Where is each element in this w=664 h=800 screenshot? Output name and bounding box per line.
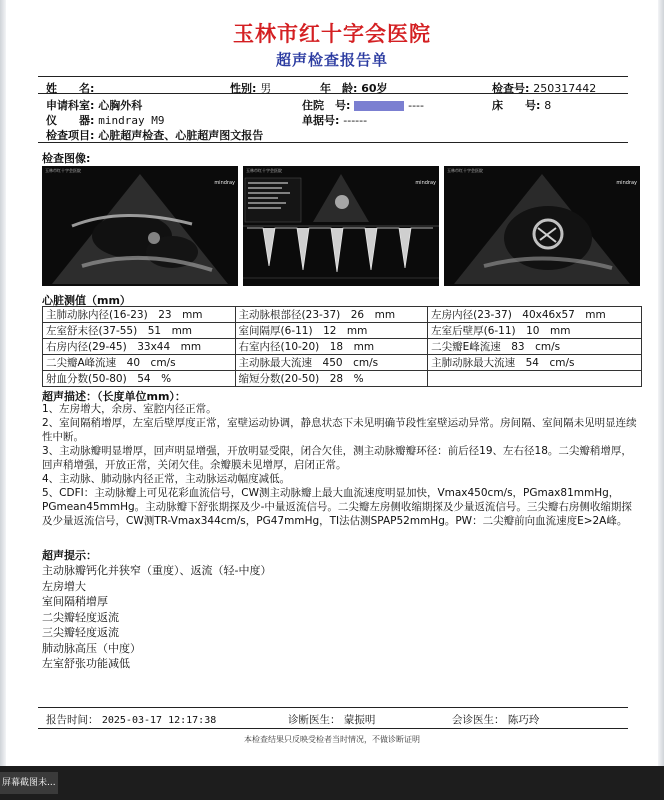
ultrasound-image-1-brand: mindray: [214, 180, 235, 186]
conclusion-list: [42, 563, 271, 672]
ultrasound-image-1-scan: [42, 166, 238, 286]
bed-field: [492, 97, 551, 113]
exam-items-label: 检查项目:: [46, 129, 95, 142]
conclusion-item: 肺动脉高压（中度）: [42, 641, 141, 655]
measurement-cell: 主动脉根部径(23-37) 26 mm: [235, 307, 428, 323]
table-row: [43, 307, 642, 323]
measurement-cell: 主肺动脉内径(16-23) 23 mm: [43, 307, 236, 323]
measurement-cell: 主动脉最大流速 450 cm/s: [235, 355, 428, 371]
measurement-cell: 二尖瓣A峰流速 40 cm/s: [43, 355, 236, 371]
description-paragraph: 3、主动脉瓣明显增厚，回声明显增强，开放明显受限，闭合欠佳，测主动脉瓣瓣环径：前后径19、左右径18。二尖瓣稍增厚，回声稍增强，开放正常，关闭欠佳。余瓣膜未见增厚，启闭正常。: [42, 445, 632, 471]
description-label: 超声描述：（长度单位mm）：: [42, 390, 186, 403]
ultrasound-image-3-scan: [444, 166, 640, 286]
report-time-field: [46, 712, 216, 727]
measurement-cell: 二尖瓣E峰流速 83 cm/s: [428, 339, 642, 355]
consult-value: 陈巧玲: [507, 714, 540, 726]
dept-field: [46, 97, 142, 113]
measurement-cell: 右房内径(29-45) 33x44 mm: [43, 339, 236, 355]
conclusion-item: 二尖瓣轻度返流: [42, 610, 119, 624]
images-label: 检查图像:: [42, 152, 91, 165]
measurement-cell: 主肺动脉最大流速 54 cm/s: [428, 355, 642, 371]
doctor-value: 蒙振明: [343, 714, 376, 726]
name-label: 姓 名:: [46, 82, 95, 95]
measurement-cell: 缩短分数(20-50) 28 %: [235, 371, 428, 387]
consult-label: 会诊医生：: [452, 714, 505, 726]
gender-label: 性别:: [230, 82, 257, 95]
description-paragraph: 4、主动脉、肺动脉内径正常，主动脉运动幅度减低。: [42, 473, 291, 485]
doctor-label: 诊断医生：: [288, 714, 341, 726]
divider-patient: [38, 93, 628, 94]
conclusion-label: 超声提示：: [42, 549, 97, 562]
ultrasound-image-1: [42, 166, 238, 286]
disclaimer: 本检查结果只反映受检者当时情况，不做诊断证明: [244, 735, 420, 744]
report-time-value: 2025-03-17 12:17:38: [101, 715, 217, 726]
divider-header-bottom: [38, 142, 628, 143]
measurement-cell: [428, 371, 642, 387]
measurement-cell: 射血分数(50-80) 54 %: [43, 371, 236, 387]
ultrasound-image-strip: [42, 166, 640, 286]
admission-label: 住院 号:: [302, 99, 351, 112]
ultrasound-image-3: [444, 166, 640, 286]
admission-redaction: [354, 101, 404, 111]
table-row: [43, 323, 642, 339]
conclusion-item: 三尖瓣轻度返流: [42, 626, 119, 639]
age-value: 60岁: [361, 82, 388, 95]
ultrasound-image-2-header: 玉林市红十字会医院: [246, 168, 282, 173]
measurement-cell: 右室内径(10-20) 18 mm: [235, 339, 428, 355]
admission-suffix: ----: [408, 99, 424, 112]
divider-footer-top: [38, 707, 628, 708]
conclusion-item: 主动脉瓣钙化并狭窄（重度）、返流（轻-中度）: [42, 564, 272, 577]
taskbar: [0, 766, 664, 800]
conclusion-item: 左房增大: [42, 579, 86, 593]
ultrasound-image-2: [243, 166, 439, 286]
measurement-cell: 左室舒末径(37-55) 51 mm: [43, 323, 236, 339]
gender-value: 男: [260, 82, 272, 95]
exam-items-field: [46, 127, 263, 143]
description-paragraph: 5、CDFI：主动脉瓣上可见花彩血流信号，CW测主动脉瓣上最大血流速度明显加快，Vmax450cm/s，PGmax81mmHg，PGmean45mmHg。主动脉瓣下舒张期探及少-中量返流信号。二尖瓣左房侧收缩期探及少量返流信号。三尖瓣右房侧收缩期探及少量返流信号，CW测TR-Vmax344cm/s，PG47mmHg，TI法估测SPAP52mmHg。PW：二尖瓣前向血流速度E>2A峰。: [42, 487, 632, 527]
table-row: [43, 355, 642, 371]
exam-no-label: 检查号:: [492, 82, 530, 95]
dept-value: 心胸外科: [98, 99, 143, 112]
ultrasound-image-1-header: 玉林市红十字会医院: [45, 168, 81, 173]
exam-items-value: 心脏超声检查、心脏超声图文报告: [98, 129, 264, 142]
single-no-label: 单据号:: [302, 114, 340, 127]
description-paragraph: 1、左房增大，余房、室腔内径正常。: [42, 403, 217, 415]
taskbar-item[interactable]: 屏幕截图未...: [0, 772, 58, 794]
conclusion-item: 室间隔稍增厚: [42, 595, 108, 608]
bed-value: 8: [544, 99, 552, 112]
measurements-table: [42, 306, 642, 387]
ultrasound-image-3-brand: mindray: [616, 180, 637, 186]
bed-label: 床 号:: [492, 99, 541, 112]
doctor-field: [288, 712, 375, 727]
viewer-right-edge: [658, 0, 664, 766]
device-label: 仪 器:: [46, 114, 95, 127]
dept-label: 申请科室:: [46, 99, 95, 112]
measurement-cell: 室间隔厚(6-11) 12 mm: [235, 323, 428, 339]
ultrasound-image-2-doppler: [243, 166, 439, 286]
measurements-label: 心脏测值（mm）: [42, 294, 131, 307]
single-no-field: [302, 112, 367, 128]
divider-footer-bottom: [38, 728, 628, 729]
report-title: 超声检查报告单: [275, 51, 388, 69]
consult-field: [452, 712, 539, 727]
description-body: [42, 402, 638, 528]
ultrasound-image-3-header: 玉林市红十字会医院: [447, 168, 483, 173]
table-row: [43, 339, 642, 355]
conclusion-item: 左室舒张功能减低: [42, 657, 130, 670]
table-row: [43, 371, 642, 387]
age-label: 年 龄:: [320, 82, 358, 95]
viewer-left-edge: [0, 0, 6, 766]
divider-top: [38, 76, 628, 77]
description-paragraph: 2、室间隔稍增厚，左室后壁厚度正常，室壁运动协调，静息状态下未见明确节段性室壁运动异常。房间隔、室间隔未见明显连续性中断。: [42, 417, 637, 443]
device-field: [46, 112, 164, 128]
device-value: mindray M9: [98, 114, 165, 127]
report-time-label: 报告时间：: [46, 714, 99, 726]
measurement-cell: 左房内径(23-37) 40x46x57 mm: [428, 307, 642, 323]
hospital-name: 玉林市红十字会医院: [233, 21, 431, 46]
ultrasound-image-2-brand: mindray: [415, 180, 436, 186]
admission-field: [302, 97, 424, 113]
single-no-value: ------: [343, 114, 368, 127]
exam-no-value: 250317442: [533, 82, 597, 95]
measurement-cell: 左室后壁厚(6-11) 10 mm: [428, 323, 642, 339]
